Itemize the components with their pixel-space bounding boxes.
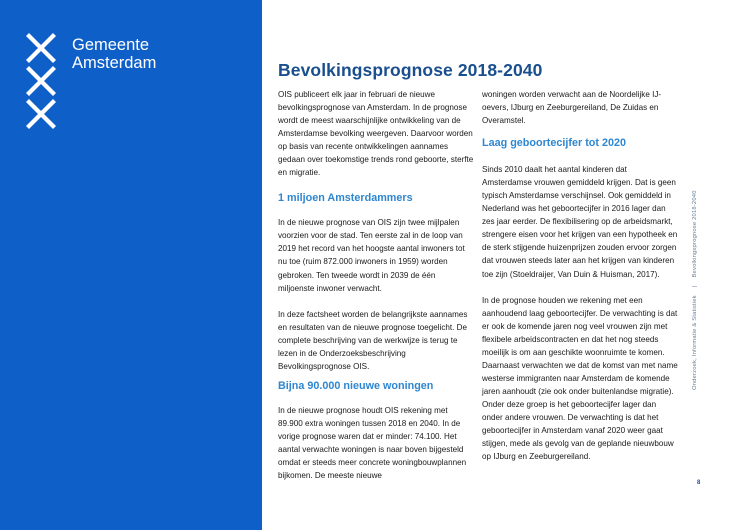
- paragraph-woningen: In de nieuwe prognose houdt OIS rekening met 89.900 extra woningen tussen 2018 en 2040. In de vorige prognose waren dat er minder: 74.100. Het aantal verwachte woningen is naar boven bijgesteld omdat er steeds meer concrete woningbouwplannen bijkomen. De meeste nieuwe: [278, 405, 467, 481]
- section-heading-geboortecijfer: Laag geboortecijfer tot 2020: [482, 137, 626, 150]
- amsterdam-xxx-icon: [26, 33, 56, 63]
- sidebar: [0, 0, 262, 530]
- paragraph-factsheet: In deze factsheet worden de belangrijkste aannames en resultaten van de nieuwe prognose toegelicht. De complete beschrijving van de werkwijze is terug te lezen in de Onderzoeksbeschrijving Bevolkingsprognose OIS.: [278, 309, 468, 371]
- org-name-line2: Amsterdam: [72, 54, 157, 72]
- amsterdam-xxx-icon: [26, 66, 56, 96]
- section-heading-woningen: Bijna 90.000 nieuwe woningen: [278, 379, 434, 392]
- paragraph-geboorte-daling: Sinds 2010 daalt het aantal kinderen dat Amsterdamse vrouwen gemiddeld krijgen. Dat is geen typisch Amsterdamse verschijnsel. Ook gemiddeld in Nederland was het geboortecijfer in 2016 lager dan zes jaar eerder. De flexibilisering op de arbeidsmarkt, strengere eisen voor het krijgen van een hypotheek en de sterk stijgende huizenprijzen zouden ervoor zorgen dat vrouwen steeds later aan het krijgen van kinderen toe zijn (Stoeldraijer, Van Duin & Huisman, 2017).: [482, 165, 678, 279]
- paragraph-mijlpalen: In de nieuwe prognose van OIS zijn twee mijlpalen voorzien voor de stad. Ten eerste zal in de loop van 2019 het record van het hoogste aantal inwoners tot nu toe (ruim 872.000 inwoners in 1959) worden gebroken. Ten tweede wordt in 2039 de één miljoenste inwoner verwacht.: [278, 218, 465, 293]
- footer-separator: |: [692, 285, 698, 288]
- organization-name: [72, 36, 156, 72]
- org-name-line1: Gemeente: [72, 36, 150, 54]
- running-footer: [692, 160, 698, 390]
- paragraph-woningen-continued: woningen worden verwacht aan de Noordelijke IJ-oevers, IJburg en Zeeburgereiland, De Zuidas en Overamstel.: [482, 90, 662, 126]
- text-column-right: [482, 88, 678, 463]
- intro-paragraph: OIS publiceert elk jaar in februari de nieuwe bevolkingsprognose van Amsterdam. In de prognose wordt de meest waarschijnlijke ontwikkeling van de Amsterdamse bevolking weergeven. Daarvoor worden op basis van recente ontwikkelingen aannames gedaan over toekomstige trends rond geboorte, sterfte en migratie.: [278, 90, 474, 178]
- section-heading-1-miljoen: 1 miljoen Amsterdammers: [278, 192, 413, 205]
- text-column-left: [278, 88, 474, 482]
- amsterdam-xxx-icon: [26, 99, 56, 129]
- page-number: 8: [697, 480, 701, 486]
- page-title: Bevolkingsprognose 2018-2040: [278, 60, 543, 80]
- paragraph-geboorte-prognose: In de prognose houden we rekening met een aanhoudend laag geboortecijfer. De verwachting is dat er ook de komende jaren nog veel vrouwen zijn met flexibele arbeidscontracten en dat het nog steeds moeilijk is om aan geschikte woonruimte te komen. Daarnaast verwachten we dat de komst van met name westerse immigranten naar Amsterdam de komende jaren aanhoudt (zie ook onder buitenlandse migratie). Onder deze groep is het geboortecijfer lager dan onder andere vrouwen. De verwachting is dat het geboortecijfer in Amsterdam vanaf 2020 weer gaat stijgen, mede als gevolg van de geplande nieuwbouw op IJburg en Zeeburgereiland.: [482, 295, 678, 462]
- footer-document-name: Bevolkingsprognose 2018-2040: [692, 190, 698, 278]
- footer-department: Onderzoek, Informatie & Statistiek: [692, 295, 698, 390]
